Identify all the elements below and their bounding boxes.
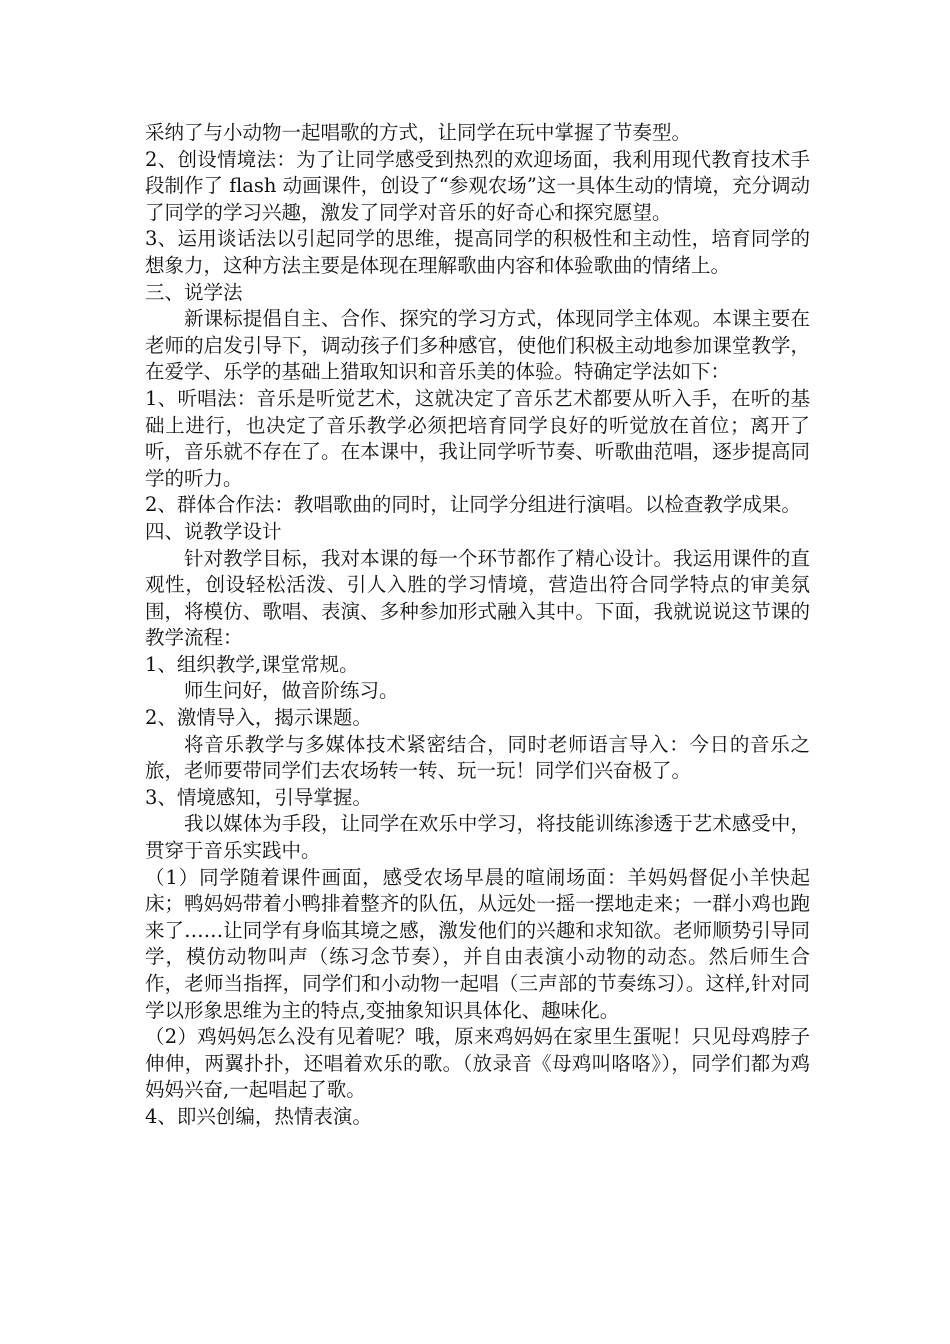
paragraph-farm-scene: （1）同学随着课件画面，感受农场早晨的喧闹场面：羊妈妈督促小羊快起床；鸭妈妈带着小鸭排着整齐的队伍，从远处一摇一摆地走来；一群小鸡也跑来了……让同学有身临其境之感，激发他们的兴趣和求知欲。老师顺势引导同学，模仿动物叫声（练习念节奏），并自由表演小动物的动态。然后师生合作，老师当指挥，同学们和小动物一起唱（三声部的节奏练习）。这样,针对同学以形象思维为主的特点,变抽象知识具体化、趣味化。	[145, 865, 810, 1022]
paragraph-listening-method: 1、听唱法：音乐是听觉艺术，这就决定了音乐艺术都要从听入手，在听的基础上进行，也决定了音乐教学必须把培育同学良好的听觉放在首位；离开了听，音乐就不存在了。在本课中，我让同学听节奏、听歌曲范唱，逐步提高同学的听力。	[145, 386, 810, 490]
paragraph-method-dialogue: 3、运用谈话法以引起同学的思维，提高同学的积极性和主动性，培育同学的想象力，这种方法主要是体现在理解歌曲内容和体验歌曲的情绪上。	[145, 227, 810, 277]
step-heading-organize: 1、组织教学,课堂常规。	[145, 652, 359, 676]
document-page	[145, 120, 810, 1131]
step-heading-perception: 3、情境感知，引导掌握。	[145, 785, 372, 809]
step-heading-introduction: 2、激情导入，揭示课题。	[145, 706, 372, 730]
paragraph-introduction: 将音乐教学与多媒体技术紧密结合，同时老师语言导入：今日的音乐之旅，老师要带同学们去农场转一转、玩一玩！同学们兴奋极了。	[145, 732, 810, 783]
paragraph-group-method: 2、群体合作法：教唱歌曲的同时，让同学分组进行演唱。以检查教学成果。	[145, 493, 801, 517]
paragraph-intro-continuation: 采纳了与小动物一起唱歌的方式，让同学在玩中掌握了节奏型。	[145, 121, 692, 144]
section-heading-learning-methods: 三、说学法	[145, 280, 243, 304]
paragraph-method-situation: 2、创设情境法：为了让同学感受到热烈的欢迎场面，我利用现代教育技术手段制作了 flash 动画课件，创设了“参观农场”这一具体生动的情境，充分调动了同学的学习兴趣，激发了同学对音乐的好奇心和探究愿望。	[145, 147, 810, 224]
paragraph-learning-intro: 新课标提倡自主、合作、探究的学习方式，体现同学主体观。本课主要在老师的启发引导下，调动孩子们多种感官，使他们积极主动地参加课堂教学，在爱学、乐学的基础上猎取知识和音乐美的体验。特确定学法如下：	[145, 307, 810, 384]
paragraph-perception: 我以媒体为手段，让同学在欢乐中学习，将技能训练渗透于艺术感受中，贯穿于音乐实践中。	[145, 812, 810, 863]
step-heading-improvise: 4、即兴创编，热情表演。	[145, 1104, 372, 1128]
section-heading-teaching-design: 四、说教学设计	[145, 519, 282, 543]
paragraph-hen-song: （2）鸡妈妈怎么没有见着呢？哦，原来鸡妈妈在家里生蛋呢！只见母鸡脖子伸伸，两翼扑扑，还唱着欢乐的歌。（放录音《母鸡叫咯咯》），同学们都为鸡妈妈兴奋,一起唱起了歌。	[145, 1025, 810, 1102]
paragraph-design-intro: 针对教学目标，我对本课的每一个环节都作了精心设计。我运用课件的直观性，创设轻松活泼、引人入胜的学习情境，营造出符合同学特点的审美氛围，将模仿、歌唱、表演、多种参加形式融入其中。下面，我就说说这节课的教学流程：	[145, 546, 810, 650]
paragraph-greeting: 师生问好，做音阶练习。	[184, 679, 399, 703]
